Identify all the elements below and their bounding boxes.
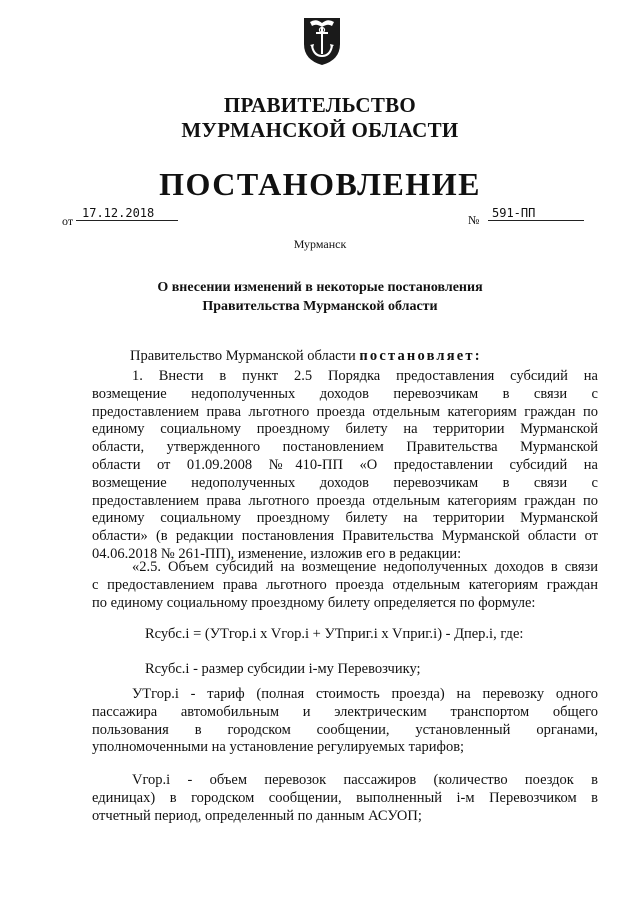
number-prefix: № — [468, 213, 480, 227]
subject-line1: О внесении изменений в некоторые постановления — [157, 280, 483, 295]
text-line: пользования в городском сообщении, установленный органами, — [92, 721, 598, 738]
text-line: области» (в редакции постановления Правительства Мурманской области от — [92, 528, 598, 545]
city-name: Мурманск — [293, 237, 347, 251]
text-line: уполномоченными на установление регулируемых тарифов; — [92, 739, 465, 756]
text-line: возмещение недополученных доходов перевозчикам в связи с — [92, 385, 598, 402]
text-line: области от 01.09.2008 №410-ПП «О предоставлении субсидий на — [92, 456, 598, 473]
text-line: области, утвержденного постановлением Правительства Мурманской — [92, 439, 598, 456]
subsidy-formula: Rсубс.i = (УТгор.i x Vгор.i + УТприг.i x Vприг.i) - Дпер.i, где: — [145, 626, 524, 642]
government-name-line1: ПРАВИТЕЛЬСТВО — [223, 93, 417, 117]
paragraph-2 — [92, 559, 598, 612]
intro-action: постановляет: — [359, 348, 482, 364]
definition-r-subs: Rсубс.i - размер субсидии i-му Перевозчику; — [145, 661, 421, 677]
date-prefix: от — [62, 214, 74, 228]
document-number: 591-ПП — [488, 206, 584, 221]
paragraph-1 — [92, 368, 598, 564]
intro-sentence — [130, 348, 482, 365]
text-line: предоставлением права льготного проезда отдельным категориям граждан по — [92, 492, 598, 509]
text-line: единицах) в городском сообщении, выполненный i-м Перевозчиком в — [92, 789, 598, 806]
subject-line2: Правительства Мурманской области — [202, 299, 438, 314]
government-name-line2: МУРМАНСКОЙ ОБЛАСТИ — [181, 118, 459, 142]
text-line: предоставлением права льготного проезда отдельным категориям граждан по — [92, 403, 598, 420]
text-line: возмещение недополученных доходов перевозчикам в связи с — [92, 474, 598, 491]
text-line: 04.06.2018 № 261-ПП), изменение, изложив его в редакции: — [92, 545, 462, 562]
text-line: с предоставлением права льготного проезда отдельным категориям граждан — [92, 576, 598, 593]
definition-ut-gor — [92, 686, 598, 757]
definition-v-gor — [92, 772, 598, 825]
document-date: 17.12.2018 — [76, 206, 178, 221]
text-line: 1. Внести в пункт 2.5 Порядка предоставления субсидий на — [132, 368, 598, 384]
text-line: единому социальному проездному билету на территории Мурманской — [92, 421, 598, 438]
text-line: отчетный период, определенный по данным АСУОП; — [92, 807, 422, 824]
text-line: «2.5. Объем субсидий на возмещение недополученных доходов в связи — [132, 559, 598, 575]
text-line: Vгор.i - объем перевозок пассажиров (количество поездок в — [132, 772, 598, 788]
text-line: пассажира автомобильным и электрическим транспортом общего — [92, 703, 598, 720]
intro-text: Правительство Мурманской области — [130, 348, 360, 364]
document-type-title: ПОСТАНОВЛЕНИЕ — [159, 166, 481, 202]
murmansk-coat-of-arms-icon — [302, 14, 342, 66]
text-line: по единому социальному проездному билету определяется по формуле: — [92, 594, 536, 611]
text-line: УТгор.i - тариф (полная стоимость проезда) на перевозку одного — [132, 686, 598, 702]
text-line: единому социальному проездному билету на территории Мурманской — [92, 510, 598, 527]
